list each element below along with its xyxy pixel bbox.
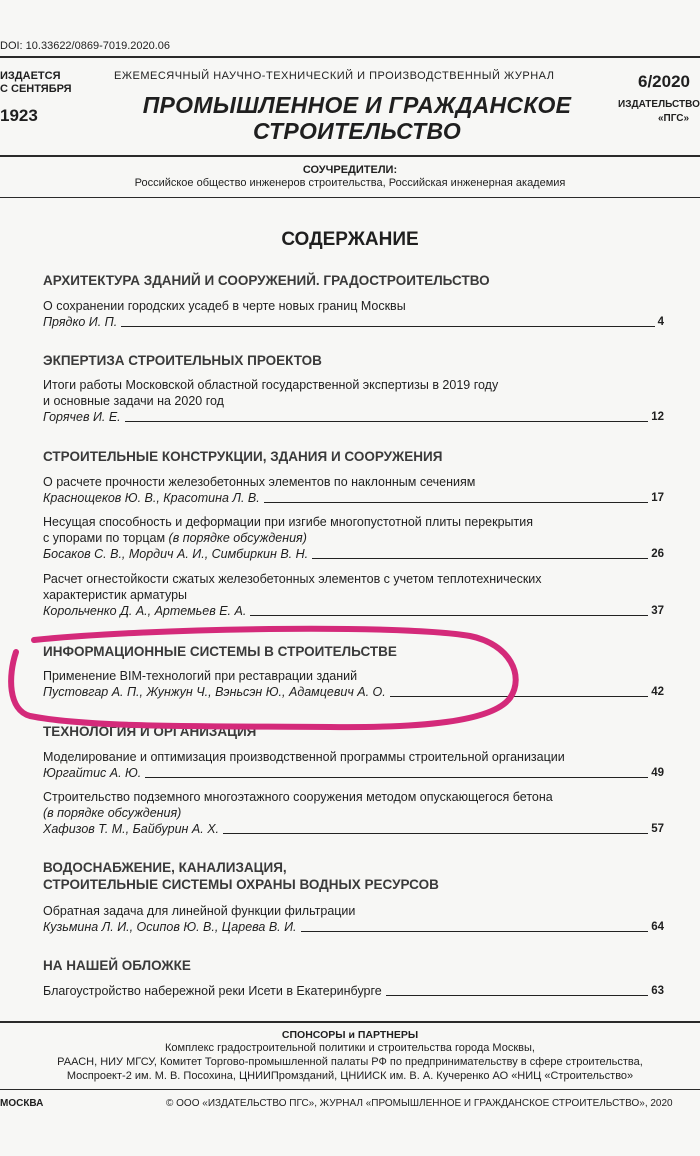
article-authors: Прядко И. П.: [43, 315, 118, 329]
article-authors: Горячев И. Е.: [43, 410, 121, 424]
journal-title: ПРОМЫШЛЕННОЕ И ГРАЖДАНСКОЕ СТРОИТЕЛЬСТВО: [142, 92, 572, 144]
article-authors: Краснощеков Ю. В., Красотина Л. В.: [43, 491, 260, 505]
article-title: Несущая способность и деформации при изгибе многопустотной плиты перекрытия: [43, 515, 533, 529]
section-heading: АРХИТЕКТУРА ЗДАНИЙ И СООРУЖЕНИЙ. ГРАДОСТРОИТЕЛЬСТВО: [43, 273, 490, 288]
article-title: Обратная задача для линейной функции фильтрации: [43, 904, 356, 918]
article-title: Применение BIM-технологий при реставрации зданий: [43, 669, 358, 683]
sponsors-line: Комплекс градостроительной политики и строительства города Москвы,: [165, 1042, 535, 1054]
article-title-cont: характеристик арматуры: [43, 588, 188, 602]
publisher-line-2: «ПГС»: [658, 113, 690, 124]
since-line-2: С СЕНТЯБРЯ: [0, 83, 72, 95]
article-page: 37: [651, 605, 664, 617]
issue-number: 6/2020: [638, 72, 690, 91]
article-title-note: (в порядке обсуждения): [43, 806, 182, 820]
section-heading: ТЕХНОЛОГИЯ И ОРГАНИЗАЦИЯ: [43, 724, 257, 739]
section-heading: ЭКПЕРТИЗА СТРОИТЕЛЬНЫХ ПРОЕКТОВ: [43, 353, 322, 368]
article-page: 26: [651, 548, 664, 560]
doi-line: DOI: 10.33622/0869-7019.2020.06: [0, 40, 171, 52]
footer-copyright: © ООО «ИЗДАТЕЛЬСТВО ПГС», ЖУРНАЛ «ПРОМЫШЛЕННОЕ И ГРАЖДАНСКОЕ СТРОИТЕЛЬСТВО», 2020: [166, 1098, 673, 1109]
section-heading: НА НАШЕЙ ОБЛОЖКЕ: [43, 958, 191, 973]
article-title: Итоги работы Московской областной государственной экспертизы в 2019 году: [43, 378, 499, 392]
founders-heading: СОУЧРЕДИТЕЛИ:: [302, 164, 398, 176]
article-title-cont: с упорами по торцам (в порядке обсуждения): [43, 531, 307, 545]
article-title: Строительство подземного многоэтажного сооружения методом опускающегося бетона: [43, 790, 553, 804]
article-title: О сохранении городских усадеб в черте новых границ Москвы: [43, 299, 406, 313]
article-page: 42: [651, 686, 664, 698]
article-title: Моделирование и оптимизация производственной программы строительной организации: [43, 750, 565, 764]
sponsors-line: Моспроект-2 им. М. В. Посохина, ЦНИИПромзданий, ЦНИИСК им. В. А. Кучеренко АО «НИЦ «Строительство»: [66, 1070, 634, 1082]
footer-city: МОСКВА: [0, 1098, 44, 1109]
section-heading: ВОДОСНАБЖЕНИЕ, КАНАЛИЗАЦИЯ,: [43, 860, 287, 875]
article-title: О расчете прочности железобетонных элементов по наклонным сечениям: [43, 475, 476, 489]
article-authors: Хафизов Т. М., Байбурин А. Х.: [43, 822, 220, 836]
article-page: 4: [657, 316, 664, 328]
since-line-1: ИЗДАЕТСЯ: [0, 70, 61, 82]
section-heading: ИНФОРМАЦИОННЫЕ СИСТЕМЫ В СТРОИТЕЛЬСТВЕ: [43, 644, 397, 659]
article-title-cont: и основные задачи на 2020 год: [43, 394, 224, 408]
section-heading: СТРОИТЕЛЬНЫЕ КОНСТРУКЦИИ, ЗДАНИЯ И СООРУЖЕНИЯ: [43, 449, 443, 464]
article-page: 17: [651, 492, 664, 504]
article-page: 64: [651, 921, 664, 933]
founding-year: 1923: [0, 106, 38, 125]
article-page: 12: [651, 411, 664, 423]
article-title: Расчет огнестойкости сжатых железобетонных элементов с учетом теплотехнических: [43, 572, 542, 586]
journal-subtitle: ЕЖЕМЕСЯЧНЫЙ НАУЧНО-ТЕХНИЧЕСКИЙ И ПРОИЗВОДСТВЕННЫЙ ЖУРНАЛ: [114, 70, 555, 82]
article-page: 63: [651, 985, 664, 997]
article-authors: Кузьмина Л. И., Осипов Ю. В., Царева В. И.: [43, 920, 297, 934]
article-page: 49: [651, 767, 664, 779]
founders-text: Российское общество инженеров строительства, Российская инженерная академия: [134, 177, 566, 189]
article-title: Благоустройство набережной реки Исети в Екатеринбурге: [43, 984, 382, 998]
sponsors-line: РААСН, НИУ МГСУ, Комитет Торгово-промышленной палаты РФ по предпринимательству в сфере строительства,: [57, 1056, 643, 1068]
sponsors-heading: СПОНСОРЫ и ПАРТНЕРЫ: [281, 1029, 419, 1041]
article-authors: Юргайтис А. Ю.: [43, 766, 142, 780]
section-heading-cont: СТРОИТЕЛЬНЫЕ СИСТЕМЫ ОХРАНЫ ВОДНЫХ РЕСУРСОВ: [43, 877, 439, 892]
article-authors: Корольченко Д. А., Артемьев Е. А.: [43, 604, 247, 618]
article-authors: Босаков С. В., Мордич А. И., Симбиркин В. Н.: [43, 547, 309, 561]
contents-title: СОДЕРЖАНИЕ: [281, 229, 419, 250]
article-authors: Пустовгар А. П., Жунжун Ч., Вэньсэн Ю., Адамцевич А. О.: [43, 685, 386, 699]
article-page: 57: [651, 823, 664, 835]
publisher-line-1: ИЗДАТЕЛЬСТВО: [618, 99, 700, 110]
